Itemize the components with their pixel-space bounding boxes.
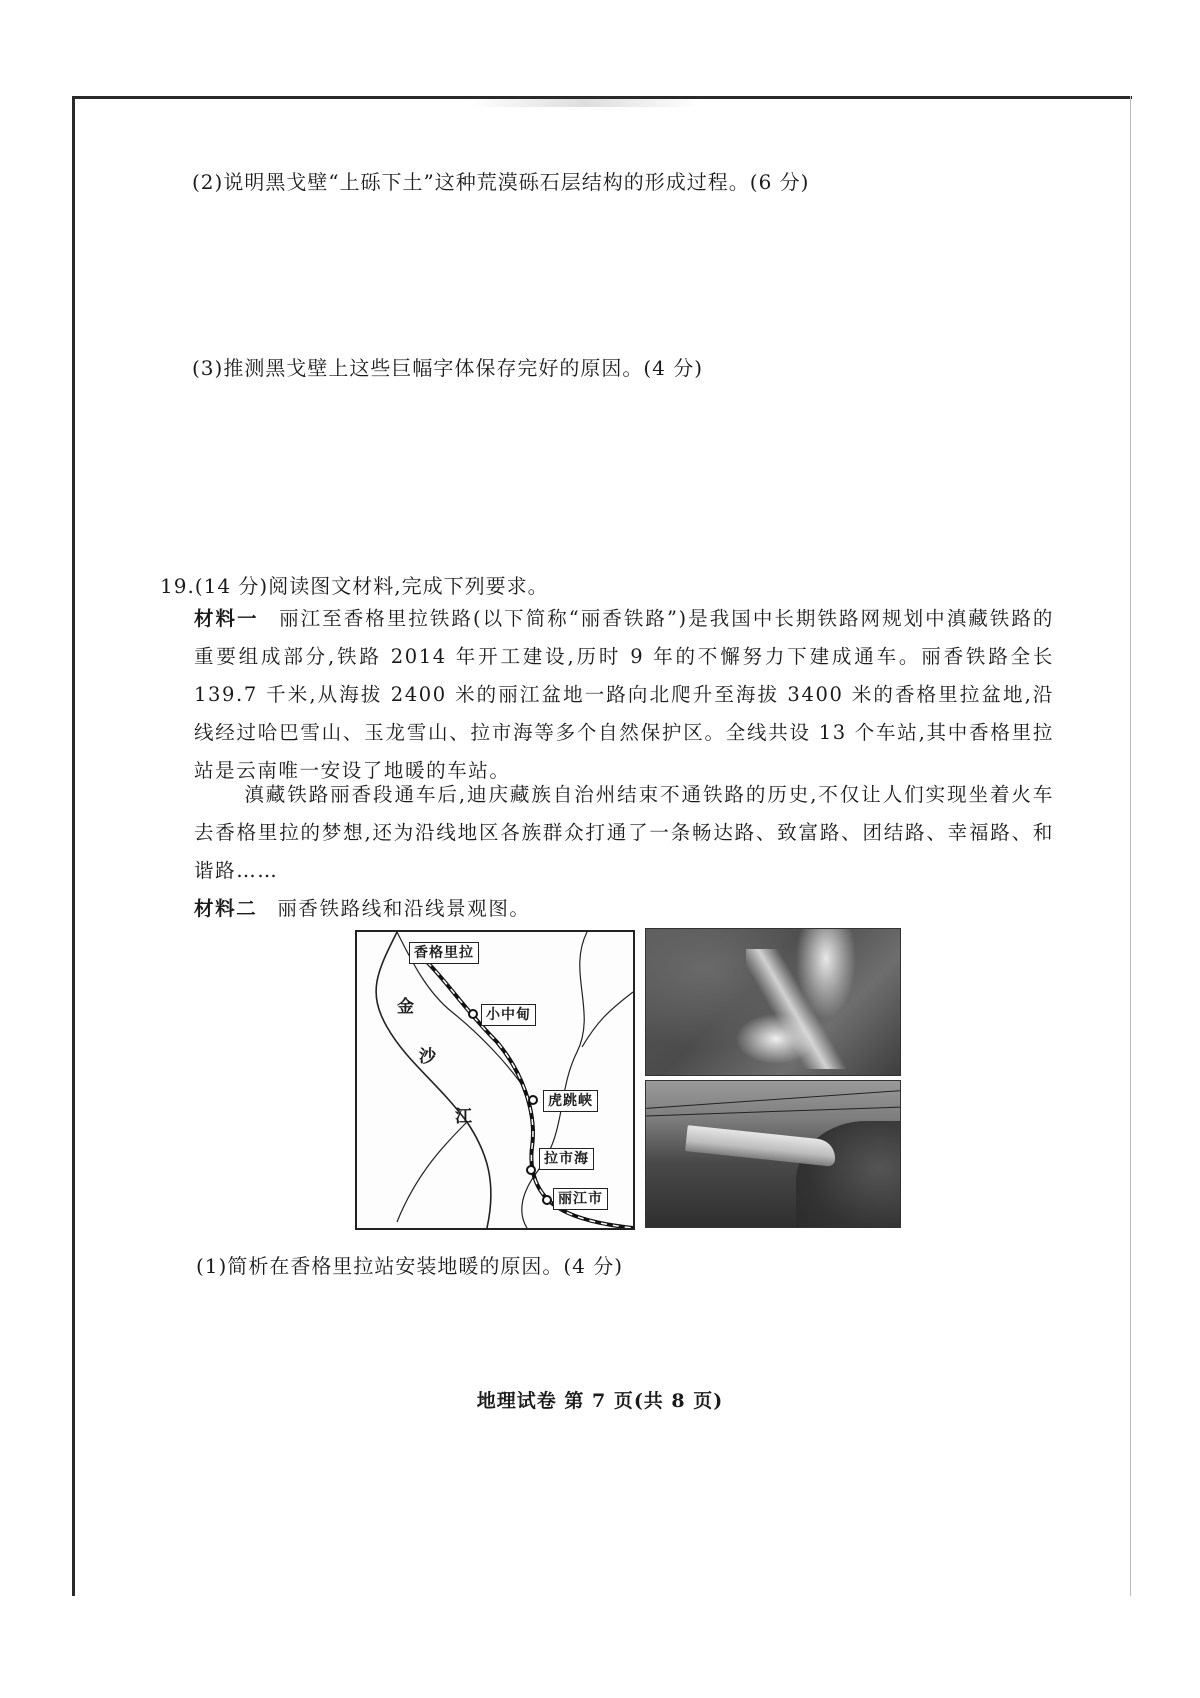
- station-dot-lijiang: [543, 1196, 551, 1204]
- landscape-photo-train: [645, 1080, 901, 1228]
- material-1-text-2: 滇藏铁路丽香段通车后,迪庆藏族自治州结束不通铁路的历史,不仅让人们实现坐着火车去香格里拉的梦想,还为沿线地区各族群众打通了一条畅达路、致富路、团结路、幸福路、和谐路……: [194, 783, 1054, 882]
- station-dot-hutiaoxia: [529, 1096, 537, 1104]
- station-hutiaoxia: 虎跳峡: [543, 1090, 598, 1112]
- material-1-text: 丽江至香格里拉铁路(以下简称“丽香铁路”)是我国中长期铁路网规划中滇藏铁路的重要组成部分,铁路 2014 年开工建设,历时 9 年的不懈努力下建成通车。丽香铁路全长 139.7 千米,从海拔 2400 米的丽江盆地一路向北爬升至海拔 3400 米的香格里拉盆地,沿线经过哈巴雪山、玉龙雪山、拉市海等多个自然保护区。全线共设 13 个车站,其中香格里拉站是云南唯一安设了地暖的车站。: [194, 607, 1054, 782]
- catenary-wire-2: [646, 1107, 901, 1117]
- eastern-tributary: [582, 992, 633, 1047]
- catenary-wire: [646, 1090, 901, 1109]
- material-1-paragraph-1: [194, 600, 1054, 790]
- jinsha-river: [376, 932, 491, 1228]
- page-border-right: [1130, 96, 1131, 1596]
- material-2-text: 丽香铁路线和沿线景观图。: [277, 897, 531, 920]
- photo-highlight: [746, 949, 846, 1069]
- subquestion-1: (1)简析在香格里拉站安装地暖的原因。(4 分): [196, 1254, 624, 1278]
- question-19-header: 19.(14 分)阅读图文材料,完成下列要求。: [160, 574, 549, 598]
- river-label-jiang: 江: [455, 1107, 472, 1127]
- question-3: (3)推测黑戈壁上这些巨幅字体保存完好的原因。(4 分): [192, 356, 704, 380]
- landscape-photo-snow-mountain: [645, 928, 901, 1076]
- map-lines: [357, 932, 633, 1228]
- station-lijiang: 丽江市: [553, 1188, 608, 1210]
- station-xiaozhongdian: 小中甸: [481, 1004, 536, 1026]
- station-dot-lashihai: [527, 1166, 535, 1174]
- railway-map: [355, 930, 635, 1230]
- page-footer: 地理试卷 第 7 页(共 8 页): [476, 1390, 724, 1412]
- station-shangri-la: 香格里拉: [409, 942, 479, 964]
- station-dot-xiaozhongdian: [469, 1010, 477, 1018]
- material-1-label: 材料一: [194, 607, 259, 630]
- page-border-left: [72, 96, 75, 1596]
- river-label-jin: 金: [397, 997, 414, 1017]
- hill-silhouette: [796, 1121, 901, 1228]
- scan-smudge: [470, 99, 700, 107]
- river-label-sha: 沙: [419, 1047, 436, 1067]
- station-lashihai: 拉市海: [539, 1148, 594, 1170]
- material-1-paragraph-2: [194, 776, 1054, 890]
- train-shape: [685, 1125, 837, 1167]
- material-2-label: 材料二: [194, 897, 258, 920]
- material-2-line: [194, 890, 1054, 928]
- question-2: (2)说明黑戈壁“上砾下土”这种荒漠砾石层结构的形成过程。(6 分): [192, 170, 810, 194]
- eastern-river: [522, 932, 587, 1228]
- river-branch-south: [397, 1122, 467, 1222]
